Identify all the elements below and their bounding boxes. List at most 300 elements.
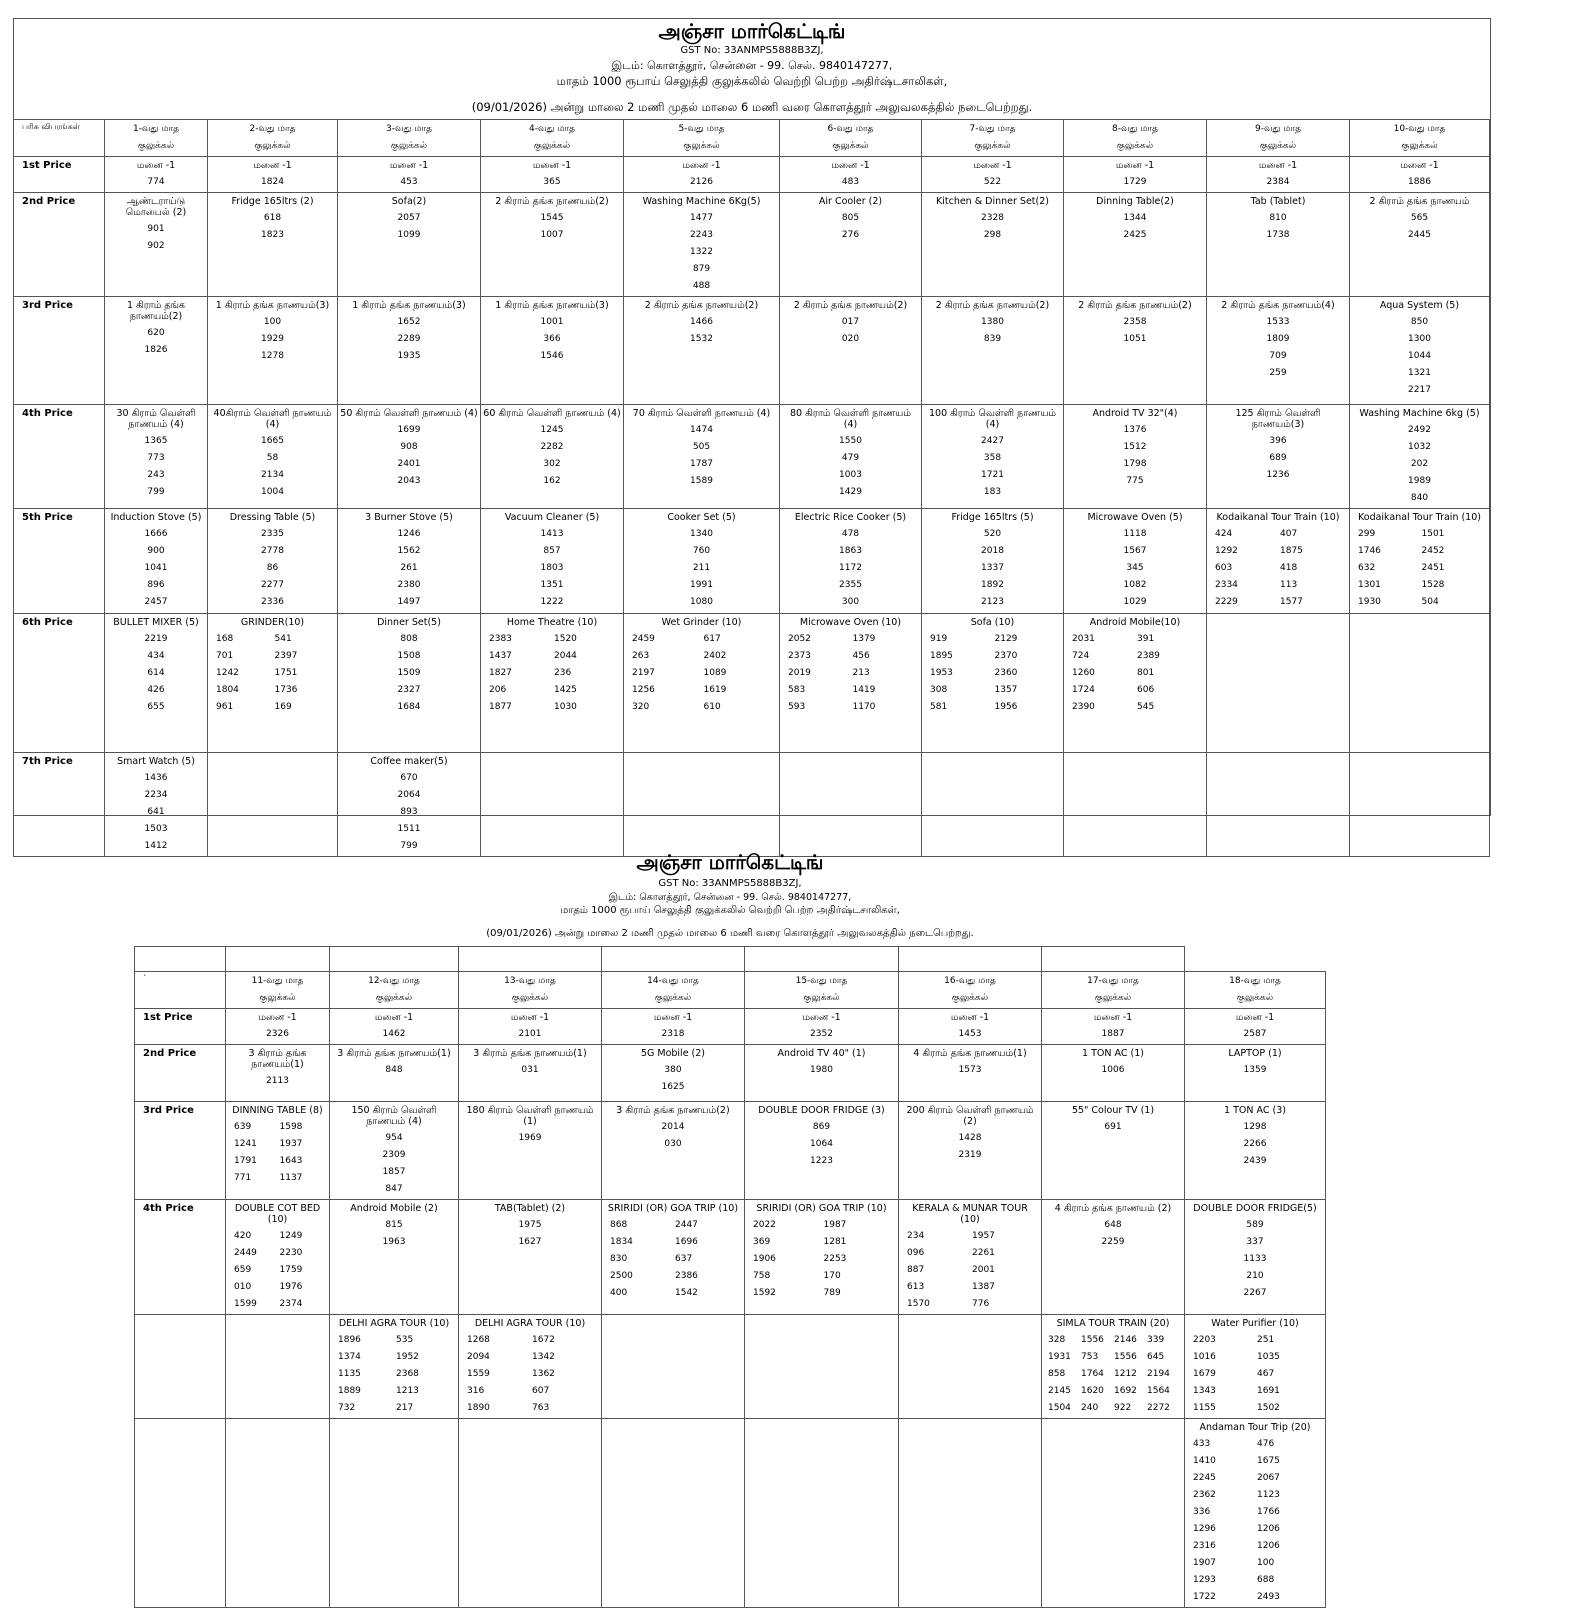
winner-number: 535 xyxy=(396,1335,414,1345)
winner-number: 2447 xyxy=(675,1220,698,1230)
winner-grid xyxy=(461,1332,599,1417)
winner-number: 2352 xyxy=(810,1029,833,1039)
winner-number: 320 xyxy=(632,702,650,712)
winner-number: 1223 xyxy=(810,1156,833,1166)
prize-cell xyxy=(105,753,208,857)
prize-item-label: 5G Mobile (2) xyxy=(640,1048,706,1059)
prize-item-label: மனை -1 xyxy=(682,160,721,171)
winner-number: 857 xyxy=(543,546,561,556)
winner-number: 1413 xyxy=(540,529,564,539)
winner-grid xyxy=(228,1119,327,1187)
prize-cell xyxy=(1207,157,1350,193)
prize-rank-label: 4th Price xyxy=(14,405,105,509)
prize-rank-label xyxy=(135,1315,226,1419)
winner-number: 581 xyxy=(930,702,948,712)
winner-number: 520 xyxy=(983,529,1002,539)
winner-number: 1791 xyxy=(234,1156,257,1166)
winner-number: 240 xyxy=(1081,1403,1099,1413)
winner-number: 169 xyxy=(274,702,292,712)
prize-cell xyxy=(338,509,481,614)
winner-number: 202 xyxy=(1410,459,1429,469)
prize-cell xyxy=(624,405,780,509)
winner-number: 505 xyxy=(692,442,711,452)
prize-cell xyxy=(745,1009,899,1045)
winner-number: 1135 xyxy=(338,1369,361,1379)
winner-number: 1532 xyxy=(690,334,713,344)
winner-number: 86 xyxy=(266,563,279,573)
winner-number: 1890 xyxy=(467,1403,490,1413)
winner-number: 583 xyxy=(788,685,806,695)
winner-number: 1798 xyxy=(1123,459,1147,469)
prize-item-label: 3 கிராம் தங்க நாணயம்(1) xyxy=(337,1048,451,1059)
winner-number: 2327 xyxy=(397,685,421,695)
winner-number: 593 xyxy=(788,702,806,712)
winner-number: 1620 xyxy=(1081,1386,1104,1396)
winner-number: 1729 xyxy=(1123,177,1147,187)
winner-number: 1029 xyxy=(1123,597,1147,607)
prize-cell xyxy=(1064,614,1207,753)
winner-grid xyxy=(1209,526,1347,611)
winner-number: 900 xyxy=(147,546,165,556)
prize-item-label: 30 கிராம் வெள்ளி நாணயம் (4) xyxy=(116,408,196,430)
winner-number: 328 xyxy=(1048,1335,1066,1345)
prize-rank-label: 7th Price xyxy=(14,753,105,857)
winner-number: 1766 xyxy=(1257,1507,1280,1517)
prize-cell xyxy=(1064,753,1207,857)
winner-number: 1826 xyxy=(144,345,168,355)
winner-number: 732 xyxy=(338,1403,356,1413)
winner-number: 775 xyxy=(1126,476,1144,486)
winner-number: 589 xyxy=(1246,1220,1264,1230)
winner-number: 2383 xyxy=(489,634,512,644)
winner-number: 2064 xyxy=(397,790,421,800)
prize-cell xyxy=(1350,753,1490,857)
winner-number: 1953 xyxy=(930,668,953,678)
address-line: இடம்: கொளத்தூர், சென்னை - 99. செல். 9840147277, xyxy=(611,59,893,72)
prize-cell xyxy=(338,753,481,857)
winner-number: 1509 xyxy=(397,668,421,678)
prize-item-label: Aqua System (5) xyxy=(1379,300,1460,311)
winner-number: 701 xyxy=(216,651,234,661)
winner-number: 1428 xyxy=(958,1133,982,1143)
winner-number: 1886 xyxy=(1408,177,1431,187)
winner-number: 1991 xyxy=(690,580,713,590)
winner-number: 1665 xyxy=(261,436,284,446)
prize-cell xyxy=(338,297,481,405)
prize-item-label: 150 கிராம் வெள்ளி நாணயம் (4) xyxy=(351,1105,437,1127)
prize-cell xyxy=(1350,614,1490,753)
winner-number: 1387 xyxy=(972,1282,995,1292)
winner-number: 2014 xyxy=(661,1122,685,1132)
winner-number: 2427 xyxy=(981,436,1004,446)
winner-number: 251 xyxy=(1257,1335,1275,1345)
winner-number: 1906 xyxy=(753,1254,776,1264)
winner-number: 1863 xyxy=(839,546,862,556)
winner-number: 1907 xyxy=(1193,1558,1216,1568)
winner-number: 298 xyxy=(983,230,1002,240)
winner-number: 1889 xyxy=(338,1386,361,1396)
winner-number: 655 xyxy=(147,702,165,712)
gst-number: GST No: 33ANMPS5888B3ZJ, xyxy=(658,878,802,889)
prize-cell xyxy=(745,1102,899,1200)
winner-number: 1497 xyxy=(397,597,421,607)
winner-number: 396 xyxy=(1269,436,1287,446)
winner-grid xyxy=(1352,526,1487,611)
prize-cell xyxy=(1042,1200,1185,1315)
prize-item-label: 2 கிராம் தங்க நாணயம்(2) xyxy=(644,300,759,311)
winner-grid xyxy=(210,631,335,716)
prize-cell xyxy=(105,157,208,193)
prize-item-label: DOUBLE DOOR FRIDGE (3) xyxy=(758,1105,885,1116)
prize-cell xyxy=(1350,193,1490,297)
description-line: மாதம் 1000 ரூபாய் செலுத்தி குலுக்கலில் வெற்றி பெற்ற அதிர்ஷ்டசாலிகள், xyxy=(556,74,948,88)
winner-number: 476 xyxy=(1257,1439,1275,1449)
winner-number: 316 xyxy=(467,1386,485,1396)
prize-cell xyxy=(330,1200,459,1315)
prize-cell xyxy=(1207,297,1350,405)
prize-cell xyxy=(481,614,624,753)
winner-number: 1542 xyxy=(675,1288,698,1298)
month-header: 2-வது மாத குலுக்கல் xyxy=(208,120,338,157)
prize-cell xyxy=(105,193,208,297)
winner-number: 1260 xyxy=(1072,668,1095,678)
winner-number: 1242 xyxy=(216,668,239,678)
winner-number: 1679 xyxy=(1193,1369,1216,1379)
winner-number: 1504 xyxy=(1048,1403,1071,1413)
prize-item-label: 3 கிராம் தங்க நாணயம்(2) xyxy=(616,1105,730,1116)
winner-number: 1684 xyxy=(397,702,421,712)
winner-grid xyxy=(1066,631,1204,716)
prize-item-label: 2 கிராம் தங்க நாணயம் xyxy=(1369,196,1470,207)
winner-number: 2266 xyxy=(1243,1139,1267,1149)
winner-number: 1533 xyxy=(1266,317,1290,327)
month-header: 13-வது மாத குலுக்கல் xyxy=(459,972,602,1009)
prize-cell xyxy=(624,193,780,297)
winner-number: 2277 xyxy=(261,580,284,590)
winner-number: 1724 xyxy=(1072,685,1095,695)
prize-rank-label: 5th Price xyxy=(14,509,105,614)
winner-number: 1359 xyxy=(1243,1065,1267,1075)
prize-cell xyxy=(624,297,780,405)
winner-number: 2001 xyxy=(972,1265,995,1275)
winner-number: 632 xyxy=(1358,563,1376,573)
winner-number: 799 xyxy=(400,841,418,851)
prize-item-label: மனை -1 xyxy=(973,160,1012,171)
winner-number: 1619 xyxy=(703,685,727,695)
winner-number: 603 xyxy=(1215,563,1233,573)
month-header: 18-வது மாத குலுக்கல் xyxy=(1185,972,1326,1009)
prize-cell xyxy=(602,1045,745,1102)
winner-number: 1803 xyxy=(540,563,564,573)
prize-cell xyxy=(1064,297,1207,405)
winner-number: 1412 xyxy=(144,841,168,851)
prize-item-label: Smart Watch (5) xyxy=(117,756,195,767)
month-header: 7-வது மாத குலுக்கல் xyxy=(922,120,1064,157)
winner-number: 1546 xyxy=(540,351,564,361)
winner-number: 1722 xyxy=(1193,1592,1216,1602)
prize-item-label: Fridge 165ltrs (5) xyxy=(951,512,1034,523)
winner-number: 1222 xyxy=(540,597,564,607)
winner-number: 1931 xyxy=(1048,1352,1071,1362)
winner-grid xyxy=(483,631,621,716)
winner-number: 017 xyxy=(841,317,860,327)
winner-number: 1672 xyxy=(532,1335,555,1345)
prize-cell xyxy=(330,1102,459,1200)
prize-cell xyxy=(780,614,922,753)
prize-item-label: 2 கிராம் தங்க நாணயம்(2) xyxy=(495,196,609,207)
winner-number: 1573 xyxy=(958,1065,982,1075)
winner-number: 456 xyxy=(852,651,870,661)
winner-number: 1501 xyxy=(1421,529,1445,539)
winner-number: 2052 xyxy=(788,634,811,644)
winner-number: 1362 xyxy=(532,1369,555,1379)
prize-cell xyxy=(899,1045,1042,1102)
prize-item-label: 55" Colour TV (1) xyxy=(1071,1105,1155,1116)
winner-number: 1082 xyxy=(1123,580,1147,590)
winner-number: 1281 xyxy=(823,1237,847,1247)
winner-number: 234 xyxy=(907,1231,925,1241)
winner-number: 810 xyxy=(1269,213,1287,223)
prize-cell xyxy=(1350,509,1490,614)
winner-number: 1930 xyxy=(1358,597,1381,607)
prize-item-label: Tab (Tablet) xyxy=(1250,196,1306,207)
winner-number: 2272 xyxy=(1147,1403,1170,1413)
winner-number: 1089 xyxy=(703,668,727,678)
winner-number: 1292 xyxy=(1215,546,1238,556)
winner-number: 887 xyxy=(907,1265,925,1275)
winner-number: 2261 xyxy=(972,1248,995,1258)
prize-cell xyxy=(780,157,922,193)
winner-number: 1721 xyxy=(981,470,1004,480)
winner-number: 030 xyxy=(664,1139,682,1149)
prize-cell xyxy=(899,1419,1042,1608)
prize-cell xyxy=(105,297,208,405)
winner-number: 879 xyxy=(692,264,711,274)
prize-cell xyxy=(208,753,338,857)
prize-cell xyxy=(1350,405,1490,509)
prize-item-label: Android Mobile(10) xyxy=(1089,617,1181,628)
winner-number: 799 xyxy=(147,487,165,497)
winner-number: 2094 xyxy=(467,1352,490,1362)
winner-number: 1351 xyxy=(540,580,564,590)
winner-number: 1001 xyxy=(540,317,564,327)
winner-number: 1293 xyxy=(1193,1575,1216,1585)
winner-number: 391 xyxy=(1137,634,1155,644)
month-header: 15-வது மாத குலுக்கல் xyxy=(745,972,899,1009)
winner-number: 206 xyxy=(489,685,507,695)
winner-number: 1809 xyxy=(1266,334,1290,344)
winner-number: 858 xyxy=(1048,1369,1066,1379)
prize-item-label: மனை -1 xyxy=(950,1012,990,1023)
winner-number: 2493 xyxy=(1257,1592,1280,1602)
winner-number: 504 xyxy=(1421,597,1439,607)
winner-number: 2445 xyxy=(1408,230,1431,240)
prize-item-label: மனை -1 xyxy=(374,1012,414,1023)
winner-number: 805 xyxy=(841,213,860,223)
prize-cell xyxy=(1185,1102,1326,1200)
winner-grid xyxy=(604,1217,742,1302)
prize-item-label: Washing Machine 6kg (5) xyxy=(1359,408,1480,419)
corner-label: ` xyxy=(135,972,226,1009)
winner-number: 1410 xyxy=(1193,1456,1216,1466)
winner-number: 2044 xyxy=(554,651,577,661)
winner-number: 380 xyxy=(664,1065,682,1075)
winner-number: 607 xyxy=(532,1386,550,1396)
winner-number: 815 xyxy=(385,1220,403,1230)
prize-cell xyxy=(1042,1009,1185,1045)
winner-number: 896 xyxy=(147,580,165,590)
winner-number: 522 xyxy=(983,177,1002,187)
prize-cell xyxy=(922,614,1064,753)
winner-number: 1206 xyxy=(1257,1524,1280,1534)
winner-number: 847 xyxy=(385,1184,403,1194)
winner-number: 213 xyxy=(852,668,870,678)
prize-cell xyxy=(1207,753,1350,857)
month-header: 1-வது மாத குலுக்கல் xyxy=(105,120,208,157)
prize-item-label: 1 கிராம் தங்க நாணயம்(3) xyxy=(495,300,609,311)
prize-cell xyxy=(226,1419,330,1608)
prize-item-label: Fridge 165ltrs (2) xyxy=(231,196,314,207)
winner-number: 1032 xyxy=(1408,442,1431,452)
prize-cell xyxy=(899,1102,1042,1200)
winner-number: 1989 xyxy=(1408,476,1431,486)
winner-number: 1937 xyxy=(279,1139,303,1149)
prize-cell xyxy=(1207,405,1350,509)
winner-number: 2492 xyxy=(1408,425,1431,435)
winner-number: 801 xyxy=(1137,668,1155,678)
winner-number: 1016 xyxy=(1193,1352,1216,1362)
winner-number: 1436 xyxy=(144,773,168,783)
winner-number: 688 xyxy=(1257,1575,1275,1585)
prize-item-label: Dinning Table(2) xyxy=(1096,196,1174,207)
winner-number: 2358 xyxy=(1123,317,1147,327)
winner-number: 479 xyxy=(841,453,860,463)
winner-number: 670 xyxy=(400,773,418,783)
winner-number: 1738 xyxy=(1266,230,1290,240)
winner-number: 1344 xyxy=(1123,213,1147,223)
winner-number: 1268 xyxy=(467,1335,490,1345)
winner-number: 2452 xyxy=(1421,546,1445,556)
winner-number: 2380 xyxy=(397,580,421,590)
prize-cell xyxy=(226,1200,330,1315)
winner-number: 776 xyxy=(972,1299,990,1309)
prize-item-label: மனை -1 xyxy=(653,1012,693,1023)
blank-cell xyxy=(135,947,226,972)
winner-number: 2335 xyxy=(261,529,284,539)
winner-number: 1520 xyxy=(554,634,577,644)
winner-number: 545 xyxy=(1137,702,1155,712)
winner-grid xyxy=(1044,1332,1182,1417)
prize-cell xyxy=(1185,1009,1326,1045)
prize-item-label: 1 TON AC (3) xyxy=(1224,1105,1286,1116)
winner-number: 478 xyxy=(841,529,860,539)
winner-number: 2425 xyxy=(1123,230,1147,240)
prize-cell xyxy=(602,1315,745,1419)
prize-cell xyxy=(922,753,1064,857)
prize-cell xyxy=(459,1102,602,1200)
winner-number: 691 xyxy=(1104,1122,1122,1132)
prize-cell xyxy=(745,1315,899,1419)
prize-cell xyxy=(459,1315,602,1419)
winner-number: 426 xyxy=(147,685,165,695)
prize-rank-label: 2nd Price xyxy=(135,1045,226,1102)
prize-item-label: Sofa(2) xyxy=(391,196,427,207)
winner-number: 1746 xyxy=(1358,546,1381,556)
winner-grid xyxy=(228,1228,327,1313)
winner-number: 648 xyxy=(1104,1220,1122,1230)
winner-number: 211 xyxy=(692,563,711,573)
winner-number: 1675 xyxy=(1257,1456,1280,1466)
winner-number: 1599 xyxy=(234,1299,257,1309)
winner-number: 1170 xyxy=(852,702,876,712)
prize-item-label: 4 கிராம் தங்க நாணயம்(1) xyxy=(913,1048,1027,1059)
winner-number: 100 xyxy=(1257,1558,1275,1568)
prize-item-label: Induction Stove (5) xyxy=(110,512,202,523)
winner-number: 243 xyxy=(147,470,165,480)
winner-number: 1625 xyxy=(661,1082,685,1092)
winner-number: 1246 xyxy=(397,529,421,539)
winner-grid xyxy=(332,1332,456,1417)
prize-item-label: Vacuum Cleaner (5) xyxy=(504,512,600,523)
winner-number: 58 xyxy=(266,453,279,463)
winner-number: 1956 xyxy=(994,702,1018,712)
prize-item-label: மனை -1 xyxy=(831,160,870,171)
winner-number: 1419 xyxy=(852,685,876,695)
winner-number: 453 xyxy=(400,177,418,187)
prize-rank-label xyxy=(135,1419,226,1608)
winner-number: 1379 xyxy=(852,634,876,644)
winner-number: 1935 xyxy=(397,351,421,361)
winner-number: 345 xyxy=(1126,563,1144,573)
winner-number: 1466 xyxy=(690,317,713,327)
winner-number: 1064 xyxy=(810,1139,833,1149)
prize-cell xyxy=(481,509,624,614)
prize-item-label: 3 கிராம் தங்க நாணயம்(1) xyxy=(248,1048,307,1070)
winner-number: 620 xyxy=(147,328,165,338)
prize-table-2 xyxy=(134,946,1326,1608)
month-header: 9-வது மாத குலுக்கல் xyxy=(1207,120,1350,157)
month-header: 3-வது மாத குலுக்கல் xyxy=(338,120,481,157)
winner-number: 010 xyxy=(234,1282,252,1292)
prize-cell xyxy=(1185,1045,1326,1102)
winner-number: 1004 xyxy=(261,487,284,497)
winner-number: 1952 xyxy=(396,1352,419,1362)
prize-cell xyxy=(208,509,338,614)
prize-cell xyxy=(602,1102,745,1200)
prize-cell xyxy=(330,1315,459,1419)
prize-cell xyxy=(481,297,624,405)
prize-cell xyxy=(1042,1419,1185,1608)
winner-number: 1877 xyxy=(489,702,512,712)
winner-number: 2439 xyxy=(1243,1156,1267,1166)
company-title: அஞ்சா மார்கெட்டிங் xyxy=(636,850,824,874)
winner-number: 1006 xyxy=(1101,1065,1125,1075)
winner-number: 2390 xyxy=(1072,702,1095,712)
winner-number: 1652 xyxy=(397,317,421,327)
winner-number: 771 xyxy=(234,1173,252,1183)
winner-number: 1556 xyxy=(1081,1335,1104,1345)
winner-number: 418 xyxy=(1280,563,1298,573)
blank-cell xyxy=(226,947,330,972)
winner-grid xyxy=(924,631,1061,716)
winner-number: 2126 xyxy=(690,177,713,187)
winner-number: 1477 xyxy=(690,213,713,223)
winner-number: 1592 xyxy=(753,1288,776,1298)
winner-number: 483 xyxy=(841,177,860,187)
prize-cell xyxy=(780,193,922,297)
winner-number: 850 xyxy=(1410,317,1429,327)
prize-item-label: மனை -1 xyxy=(532,160,572,171)
